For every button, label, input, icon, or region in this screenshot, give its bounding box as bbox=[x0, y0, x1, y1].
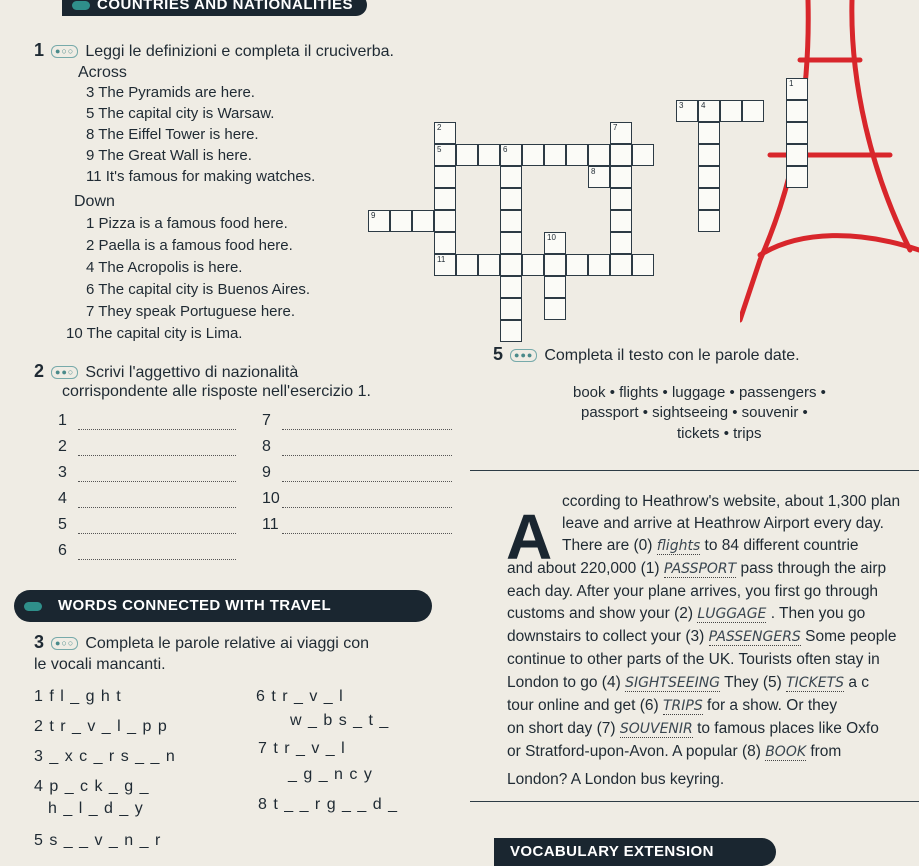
crossword-cell[interactable] bbox=[588, 144, 610, 166]
crossword-cell[interactable] bbox=[500, 254, 522, 276]
text-line bbox=[507, 628, 896, 646]
ex2-item-number: 8 bbox=[262, 438, 271, 455]
crossword-cell[interactable] bbox=[588, 166, 610, 188]
across-title: Across bbox=[78, 64, 127, 81]
text-fragment: or Stratford-upon-Avon. A popular (8) bbox=[507, 743, 766, 760]
ex2-item-number: 3 bbox=[58, 464, 67, 481]
crossword-cell[interactable] bbox=[478, 254, 500, 276]
ex3-number: 3 bbox=[34, 632, 45, 652]
difficulty-dots-icon: ●●● bbox=[510, 349, 537, 362]
text-fragment: a c bbox=[844, 674, 869, 691]
crossword-cell[interactable] bbox=[698, 122, 720, 144]
crossword-cell[interactable] bbox=[610, 144, 632, 166]
word-bank-item: sightseeing bbox=[652, 404, 729, 421]
crossword-cell[interactable] bbox=[676, 100, 698, 122]
difficulty-dots-icon: ●●○ bbox=[51, 366, 78, 379]
answer-blank-7[interactable]: SOUVENIR bbox=[619, 721, 693, 737]
ex2-answer-line[interactable] bbox=[78, 532, 236, 534]
crossword-cell[interactable] bbox=[544, 232, 566, 254]
crossword-cell[interactable] bbox=[434, 254, 456, 276]
crossword-cell[interactable] bbox=[368, 210, 390, 232]
text-line: continue to other parts of the UK. Tourists often stay in bbox=[507, 651, 880, 668]
crossword-cell-number: 3 bbox=[679, 101, 684, 110]
word-bank-item: book bbox=[573, 384, 606, 401]
crossword-cell[interactable] bbox=[500, 188, 522, 210]
ex2-item-number: 7 bbox=[262, 412, 271, 429]
separator: • bbox=[820, 384, 826, 401]
crossword-cell-number: 8 bbox=[591, 167, 596, 176]
crossword-cell[interactable] bbox=[456, 254, 478, 276]
crossword-cell[interactable] bbox=[698, 144, 720, 166]
text-line bbox=[507, 605, 865, 623]
bullet-dot-icon bbox=[72, 1, 90, 10]
across-clue: 11 It's famous for making watches. bbox=[86, 168, 316, 185]
crossword-cell[interactable] bbox=[500, 320, 522, 342]
ex1-number: 1 bbox=[34, 40, 45, 60]
crossword-cell[interactable] bbox=[522, 144, 544, 166]
ex1-heading bbox=[34, 40, 394, 61]
ex2-number: 2 bbox=[34, 361, 45, 381]
across-clue: 8 The Eiffel Tower is here. bbox=[86, 126, 259, 143]
crossword-cell[interactable] bbox=[720, 100, 742, 122]
crossword-cell[interactable] bbox=[698, 100, 720, 122]
words-travel-banner bbox=[14, 590, 432, 622]
difficulty-dots-icon: ●○○ bbox=[51, 45, 78, 58]
ex3-word-item: 2 t r _ v _ l _ p p bbox=[34, 718, 168, 735]
crossword-cell[interactable] bbox=[610, 188, 632, 210]
answer-blank-5[interactable]: TICKETS bbox=[786, 675, 845, 691]
crossword-cell[interactable] bbox=[500, 210, 522, 232]
ex3-word-item: 4 p _ c k _ g _ bbox=[34, 778, 150, 795]
ex2-answer-line[interactable] bbox=[78, 454, 236, 456]
ex5-number: 5 bbox=[493, 344, 504, 364]
text-fragment: on short day (7) bbox=[507, 720, 620, 737]
text-fragment: to famous places like Oxfo bbox=[692, 720, 879, 737]
ex2-heading bbox=[34, 361, 298, 382]
down-clue: 10 The capital city is Lima. bbox=[66, 325, 243, 342]
word-bank bbox=[573, 377, 919, 447]
text-line: London? A London bus keyring. bbox=[507, 771, 725, 788]
answer-blank-4[interactable]: SIGHTSEEING bbox=[625, 675, 721, 691]
crossword-cell[interactable] bbox=[500, 298, 522, 320]
crossword-cell[interactable] bbox=[544, 298, 566, 320]
ex3-word-item: h _ l _ d _ y bbox=[48, 800, 144, 817]
text-fragment: They (5) bbox=[720, 674, 787, 691]
text-fragment: for a show. Or they bbox=[702, 697, 838, 714]
text-fragment: tour online and get (6) bbox=[507, 697, 663, 714]
down-clue: 7 They speak Portuguese here. bbox=[86, 303, 296, 320]
text-fragment: to 84 different countrie bbox=[700, 537, 859, 554]
down-clue: 1 Pizza is a famous food here. bbox=[86, 215, 288, 232]
across-clue: 9 The Great Wall is here. bbox=[86, 147, 252, 164]
tower-arch bbox=[760, 236, 919, 255]
crossword-cell[interactable] bbox=[698, 188, 720, 210]
words-travel-title: WORDS CONNECTED WITH TRAVEL bbox=[58, 597, 332, 614]
down-clue: 2 Paella is a famous food here. bbox=[86, 237, 293, 254]
separator: • bbox=[609, 384, 615, 401]
ex2-answer-line[interactable] bbox=[282, 454, 452, 456]
separator: • bbox=[662, 384, 668, 401]
ex2-answer-line[interactable] bbox=[78, 428, 236, 430]
crossword-cell[interactable] bbox=[544, 276, 566, 298]
word-bank-item: luggage bbox=[671, 384, 726, 401]
text-line bbox=[507, 743, 841, 761]
text-fragment: . Then you go bbox=[766, 605, 866, 622]
ex2-instruction: Scrivi l'aggettivo di nazionalità bbox=[85, 364, 299, 381]
ex2-item-number: 11 bbox=[262, 516, 279, 533]
text-fragment: pass through the airp bbox=[736, 560, 887, 577]
crossword-cell[interactable] bbox=[610, 122, 632, 144]
text-line bbox=[507, 674, 869, 692]
crossword-cell[interactable] bbox=[434, 232, 456, 254]
answer-blank-8[interactable]: BOOK bbox=[765, 744, 807, 760]
word-bank-item: tickets bbox=[677, 425, 720, 442]
answer-blank-2[interactable]: LUGGAGE bbox=[697, 606, 767, 622]
word-bank-item: passport bbox=[581, 404, 639, 421]
text-line: ccording to Heathrow's website, about 1,300 plan bbox=[562, 493, 901, 510]
crossword-cell[interactable] bbox=[544, 144, 566, 166]
ex2-item-number: 2 bbox=[58, 438, 67, 455]
text-fragment: and about 220,000 (1) bbox=[507, 560, 664, 577]
drop-cap-letter: A bbox=[506, 501, 553, 573]
crossword-cell-number: 5 bbox=[437, 145, 442, 154]
vocabulary-extension-title: VOCABULARY EXTENSION bbox=[510, 843, 714, 860]
text-line: leave and arrive at Heathrow Airport every day. bbox=[562, 515, 884, 532]
ex2-item-number: 5 bbox=[58, 516, 67, 533]
crossword-cell[interactable] bbox=[500, 232, 522, 254]
ex3-word-item: 1 f l _ g h t bbox=[34, 688, 122, 705]
ex2-instruction-line2: corrispondente alle risposte nell'esercizio 1. bbox=[62, 383, 371, 400]
ex2-answer-line[interactable] bbox=[282, 480, 452, 482]
crossword-cell[interactable] bbox=[412, 210, 434, 232]
ex2-answer-line[interactable] bbox=[282, 428, 452, 430]
crossword-cell-number: 10 bbox=[547, 233, 556, 242]
word-bank-item: trips bbox=[733, 425, 762, 442]
separator: • bbox=[723, 425, 729, 442]
ex2-answer-line[interactable] bbox=[78, 506, 236, 508]
crossword-cell[interactable] bbox=[786, 166, 808, 188]
section-title-banner bbox=[62, 0, 367, 16]
crossword-cell[interactable] bbox=[434, 210, 456, 232]
crossword-cell[interactable] bbox=[742, 100, 764, 122]
crossword-cell[interactable] bbox=[632, 144, 654, 166]
text-fragment: London to go (4) bbox=[507, 674, 626, 691]
crossword-cell[interactable] bbox=[500, 276, 522, 298]
word-bank-item: flights bbox=[619, 384, 659, 401]
down-clue: 6 The capital city is Buenos Aires. bbox=[86, 281, 311, 298]
ex3-instruction-line2: le vocali mancanti. bbox=[34, 656, 166, 673]
ex2-item-number: 10 bbox=[262, 490, 280, 507]
across-clue: 5 The capital city is Warsaw. bbox=[86, 105, 275, 122]
crossword-cell-number: 9 bbox=[371, 211, 376, 220]
text-line: each day. After your plane arrives, you first go through bbox=[507, 583, 879, 600]
ex2-answer-line[interactable] bbox=[282, 532, 452, 534]
crossword-cell[interactable] bbox=[588, 254, 610, 276]
word-bank-item: souvenir bbox=[741, 404, 799, 421]
eiffel-tower-illustration bbox=[740, 0, 919, 330]
vocabulary-extension-banner bbox=[494, 838, 776, 866]
down-title: Down bbox=[74, 193, 115, 210]
text-line bbox=[507, 697, 837, 715]
text-line bbox=[562, 537, 859, 555]
crossword-cell[interactable] bbox=[786, 78, 808, 100]
tower-right-leg bbox=[852, 0, 910, 250]
ex2-item-number: 9 bbox=[262, 464, 271, 481]
answer-blank-1[interactable]: PASSPORT bbox=[663, 561, 737, 577]
ex3-word-item: 8 t _ _ r g _ _ d _ bbox=[258, 796, 398, 813]
crossword-cell[interactable] bbox=[610, 232, 632, 254]
ex2-item-number: 6 bbox=[58, 542, 67, 559]
crossword-cell[interactable] bbox=[544, 254, 566, 276]
separator: • bbox=[642, 404, 648, 421]
ex2-answer-line[interactable] bbox=[78, 480, 236, 482]
ex3-word-item: 6 t r _ v _ l bbox=[256, 688, 344, 705]
separator: • bbox=[802, 404, 808, 421]
reading-text-panel bbox=[470, 470, 919, 802]
ex3-word-item: _ g _ n c y bbox=[288, 766, 373, 783]
ex3-instruction: Completa le parole relative ai viaggi con bbox=[85, 635, 370, 652]
crossword-cell[interactable] bbox=[500, 166, 522, 188]
crossword-cell[interactable] bbox=[786, 144, 808, 166]
ex2-answer-line[interactable] bbox=[78, 558, 236, 560]
crossword-cell[interactable] bbox=[478, 144, 500, 166]
crossword-cell[interactable] bbox=[434, 144, 456, 166]
text-fragment: Some people bbox=[800, 628, 897, 645]
word-bank-item: passengers bbox=[738, 384, 817, 401]
text-line bbox=[507, 720, 879, 738]
crossword-cell-number: 1 bbox=[789, 79, 794, 88]
crossword-cell[interactable] bbox=[434, 188, 456, 210]
answer-blank-3[interactable]: PASSENGERS bbox=[708, 629, 801, 645]
crossword-cell[interactable] bbox=[434, 166, 456, 188]
separator: • bbox=[729, 384, 735, 401]
crossword-cell[interactable] bbox=[632, 254, 654, 276]
crossword-cell[interactable] bbox=[610, 166, 632, 188]
text-fragment: There are (0) bbox=[562, 537, 657, 554]
text-line bbox=[507, 560, 886, 578]
ex3-word-item: 7 t r _ v _ l bbox=[258, 740, 346, 757]
ex3-word-item: w _ b s _ t _ bbox=[290, 712, 390, 729]
difficulty-dots-icon: ●○○ bbox=[51, 637, 78, 650]
ex5-instruction: Completa il testo con le parole date. bbox=[544, 347, 800, 364]
crossword-cell[interactable] bbox=[566, 254, 588, 276]
crossword-cell-number: 6 bbox=[503, 145, 508, 154]
crossword-cell[interactable] bbox=[390, 210, 412, 232]
ex1-instruction: Leggi le definizioni e completa il cruciverba. bbox=[85, 43, 394, 60]
separator: • bbox=[732, 404, 738, 421]
crossword-cell[interactable] bbox=[522, 254, 544, 276]
answer-blank-0[interactable]: flights bbox=[656, 538, 701, 554]
crossword-cell-number: 2 bbox=[437, 123, 442, 132]
ex3-heading bbox=[34, 632, 369, 653]
across-clue: 3 The Pyramids are here. bbox=[86, 84, 255, 101]
crossword-cell[interactable] bbox=[456, 144, 478, 166]
section-title: COUNTRIES AND NATIONALITIES bbox=[97, 0, 353, 13]
text-fragment: customs and show your (2) bbox=[507, 605, 698, 622]
crossword-cell[interactable] bbox=[786, 122, 808, 144]
down-clue: 4 The Acropolis is here. bbox=[86, 259, 243, 276]
crossword-cell[interactable] bbox=[786, 100, 808, 122]
text-fragment: from bbox=[806, 743, 842, 760]
crossword-cell[interactable] bbox=[698, 210, 720, 232]
ex2-item-number: 4 bbox=[58, 490, 67, 507]
crossword-cell[interactable] bbox=[610, 254, 632, 276]
crossword-cell[interactable] bbox=[610, 210, 632, 232]
crossword-cell[interactable] bbox=[434, 122, 456, 144]
text-fragment: downstairs to collect your (3) bbox=[507, 628, 709, 645]
ex2-item-number: 1 bbox=[58, 412, 67, 429]
crossword-cell-number: 11 bbox=[437, 255, 446, 264]
bullet-dot-icon bbox=[24, 602, 42, 611]
ex3-word-item: 3 _ x c _ r s _ _ n bbox=[34, 748, 176, 765]
crossword-cell[interactable] bbox=[566, 144, 588, 166]
crossword-cell-number: 4 bbox=[701, 101, 706, 110]
ex3-word-item: 5 s _ _ v _ n _ r bbox=[34, 832, 162, 849]
ex2-answer-line[interactable] bbox=[282, 506, 452, 508]
ex5-heading bbox=[493, 344, 800, 365]
crossword-cell[interactable] bbox=[500, 144, 522, 166]
crossword-cell-number: 7 bbox=[613, 123, 618, 132]
crossword-cell[interactable] bbox=[698, 166, 720, 188]
answer-blank-6[interactable]: TRIPS bbox=[662, 698, 703, 714]
